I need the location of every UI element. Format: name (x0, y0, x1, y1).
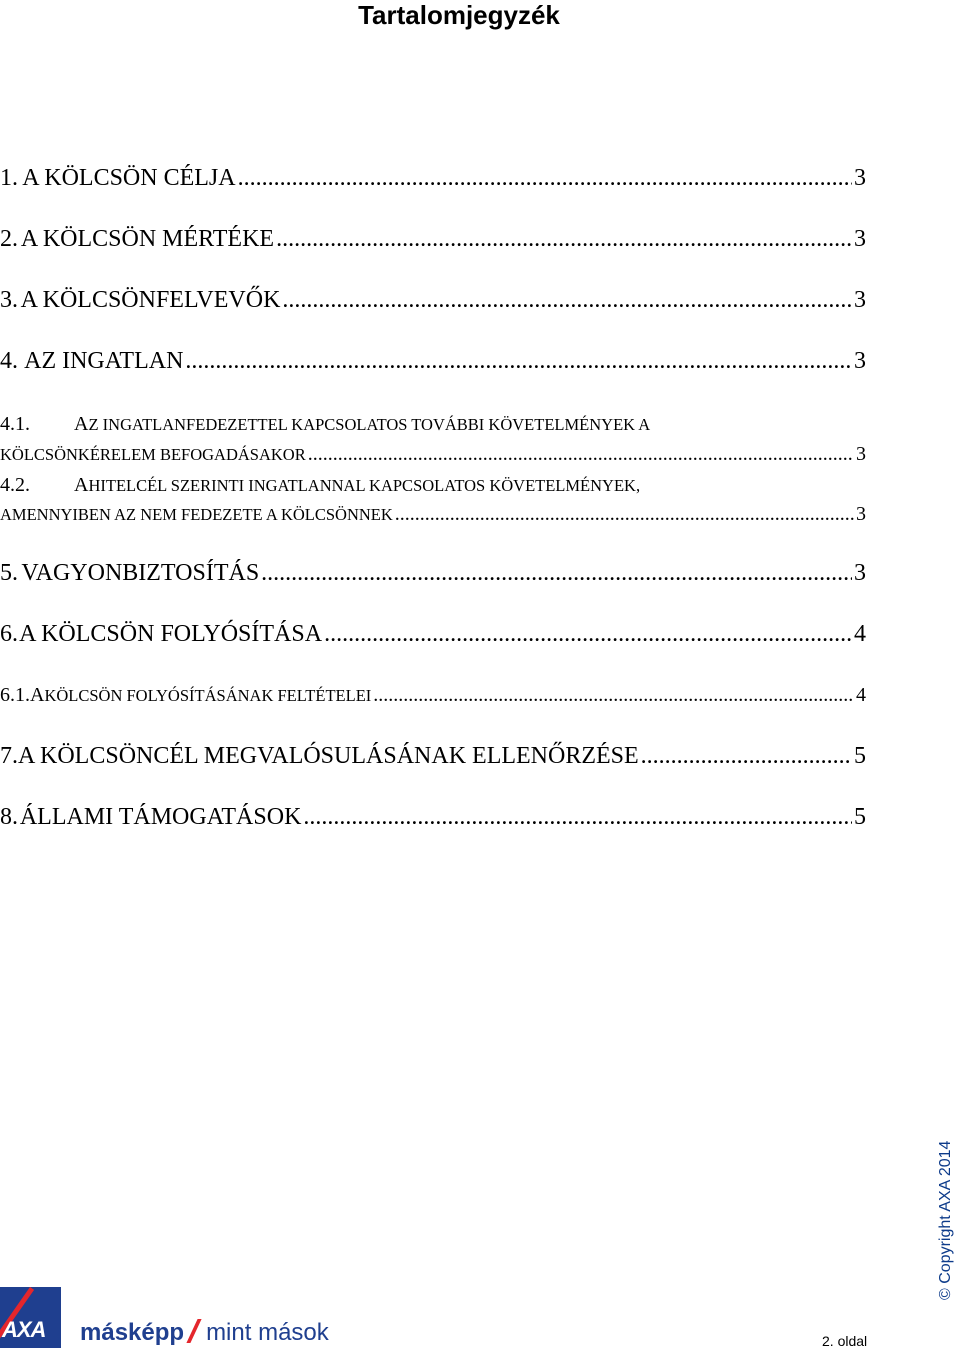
toc-number: 2. (0, 226, 18, 252)
toc-number: 4. (0, 348, 18, 374)
toc-page: 3 (856, 443, 866, 465)
tagline-rest: mint mások (206, 1319, 329, 1346)
toc-entry-4-2-cont[interactable] (0, 503, 866, 526)
toc-text-initial: A (30, 684, 45, 706)
toc-page: 4 (854, 621, 866, 647)
toc-text: A KÖLCSÖN CÉLJA (22, 165, 236, 191)
toc-number: 3. (0, 287, 18, 313)
toc-leader-dots (276, 226, 852, 253)
toc-entry-4-1[interactable] (0, 413, 866, 436)
toc-text: KÖLCSÖNKÉRELEM BEFOGADÁSAKOR (0, 445, 306, 464)
toc-leader-dots (238, 165, 852, 192)
toc-number: 6.1. (0, 684, 30, 706)
toc-text: AMENNYIBEN AZ NEM FEDEZETE A KÖLCSÖNNEK (0, 505, 393, 524)
tagline-bold: másképp (80, 1319, 185, 1346)
toc-text: ÁLLAMI TÁMOGATÁSOK (19, 804, 302, 830)
toc-page: 3 (854, 287, 866, 313)
toc-page: 4 (856, 684, 866, 706)
toc-page: 3 (856, 503, 866, 525)
toc-leader-dots (641, 743, 852, 770)
toc-leader-dots (261, 560, 852, 587)
toc-page: 3 (854, 560, 866, 586)
toc-text: A KÖLCSÖNFELVEVŐK (20, 287, 281, 313)
toc-number: 4.1. (0, 413, 30, 435)
toc-entry-7[interactable] (0, 743, 866, 770)
toc-text: VAGYONBIZTOSÍTÁS (21, 560, 260, 586)
toc-page: 3 (854, 348, 866, 374)
toc-text: A KÖLCSÖN FOLYÓSÍTÁSA (19, 621, 323, 647)
toc-page: 3 (854, 165, 866, 191)
toc-entry-5[interactable] (0, 560, 866, 587)
toc-text-initial: A (74, 413, 89, 435)
toc-page: 5 (854, 743, 866, 769)
page-title: Tartalomjegyzék (358, 0, 560, 30)
toc-leader-dots (282, 287, 852, 314)
toc-number: 1. (0, 165, 18, 191)
toc-leader-dots (324, 621, 852, 648)
toc-entry-4-1-cont[interactable] (0, 443, 866, 466)
brand-tagline (80, 1319, 329, 1347)
toc-text: Z INGATLANFEDEZETTEL KAPCSOLATOS TOVÁBBI KÖVETELMÉNYEK A (88, 415, 651, 434)
toc-leader-dots (185, 348, 852, 375)
copyright-notice: © Copyright AXA 2014 (937, 1140, 954, 1300)
axa-logo (0, 1287, 61, 1348)
toc-text: A KÖLCSÖNCÉL MEGVALÓSULÁSÁNAK ELLENŐRZÉSE (18, 743, 639, 769)
toc-text: A KÖLCSÖN MÉRTÉKE (20, 226, 275, 252)
logo-text: AXA (2, 1317, 46, 1342)
toc-number: 7. (0, 743, 18, 769)
toc-page: 5 (854, 804, 866, 830)
toc-entry-4[interactable] (0, 348, 866, 375)
toc-text: KÖLCSÖN FOLYÓSÍTÁSÁNAK FELTÉTELEI (44, 686, 372, 705)
tagline-slash (186, 1319, 201, 1343)
page-number: 2. oldal (822, 1333, 868, 1349)
toc-number: 5. (0, 560, 18, 586)
toc-text-initial: A (74, 474, 89, 496)
toc-entry-2[interactable] (0, 226, 866, 253)
toc-entry-8[interactable] (0, 804, 866, 831)
toc-number: 8. (0, 804, 18, 830)
toc-entry-3[interactable] (0, 287, 866, 314)
toc-number: 6. (0, 621, 18, 647)
toc-text: AZ INGATLAN (24, 348, 184, 374)
toc-number: 4.2. (0, 474, 30, 496)
toc-leader-dots (373, 684, 854, 707)
toc-leader-dots (303, 804, 852, 831)
toc-entry-6-1[interactable] (0, 684, 866, 707)
toc-entry-4-2[interactable] (0, 474, 866, 497)
toc-page: 3 (854, 226, 866, 252)
toc-leader-dots (395, 503, 854, 526)
toc-entry-6[interactable] (0, 621, 866, 648)
toc-leader-dots (308, 443, 854, 466)
toc-entry-1[interactable] (0, 165, 866, 192)
toc-text: HITELCÉL SZERINTI INGATLANNAL KAPCSOLATOS KÖVETELMÉNYEK, (88, 476, 641, 495)
